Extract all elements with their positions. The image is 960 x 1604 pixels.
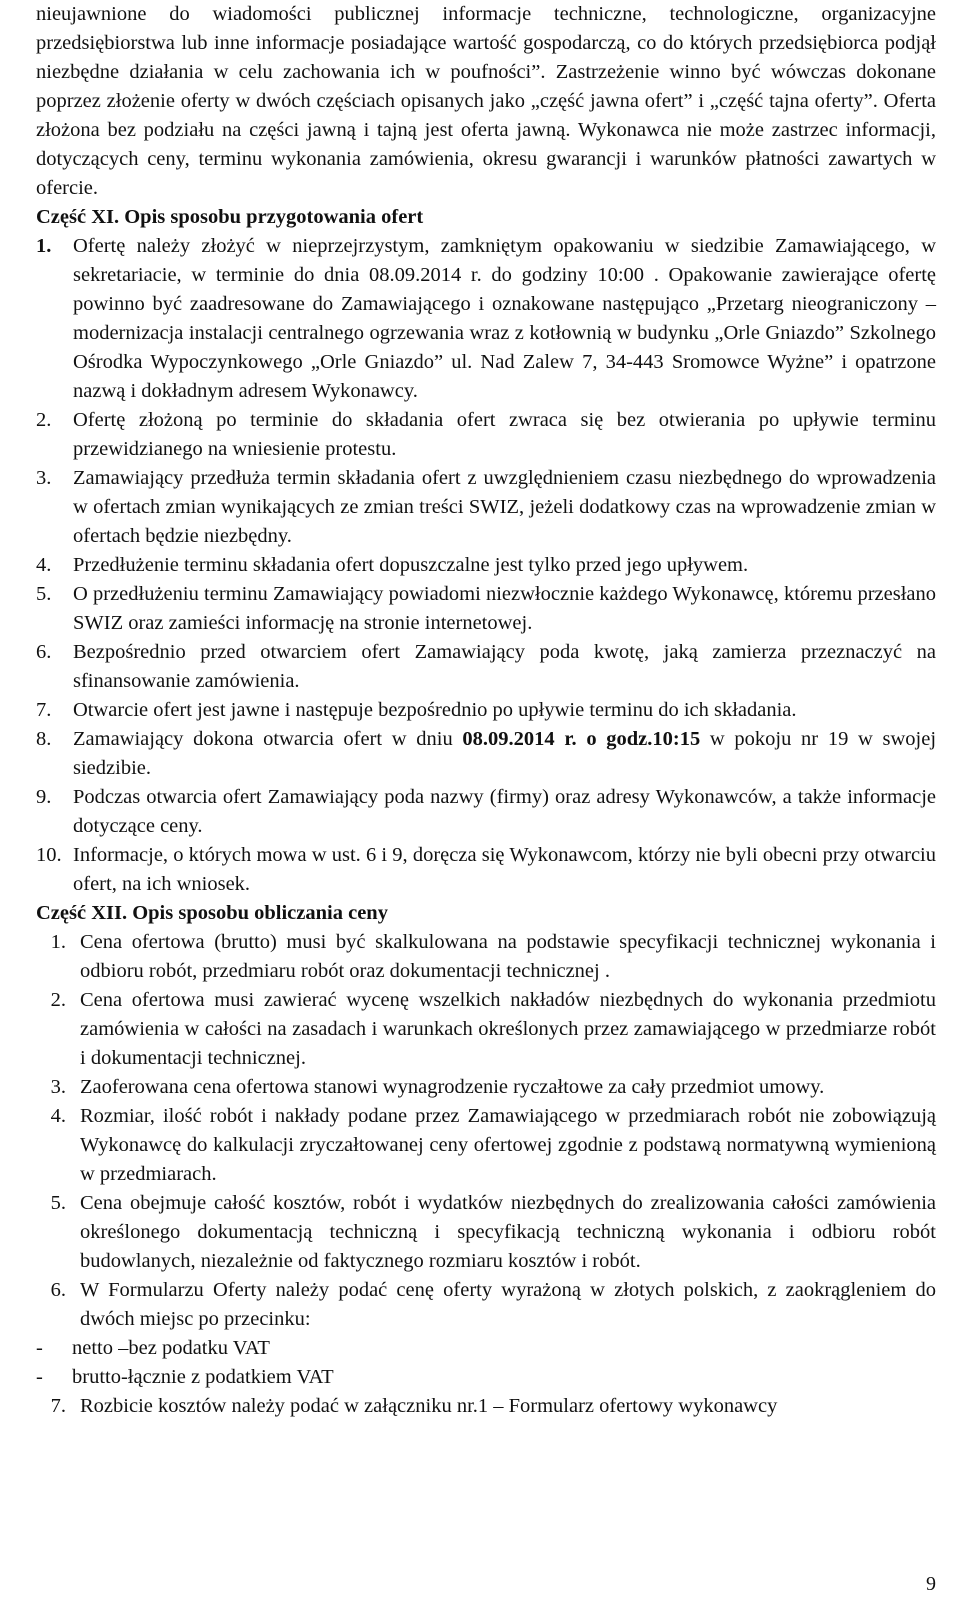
dash-text: brutto-łącznie z podatkiem VAT: [72, 1366, 334, 1388]
item-text: Informacje, o których mowa w ust. 6 i 9, doręcza się Wykonawcom, którzy nie byli obecni przy otwarciu ofert, na ich wniosek.: [73, 844, 936, 895]
item-text: W Formularzu Oferty należy podać cenę oferty wyrażoną w złotych polskich, z zaokrągleniem do dwóch miejsc po przecinku:: [80, 1279, 936, 1330]
list-item: [36, 1102, 936, 1189]
page-number: 9: [926, 1573, 936, 1595]
item-number: 2.: [36, 409, 52, 431]
item-number: 1.: [36, 235, 52, 257]
item-number: 1.: [50, 931, 66, 953]
item-text: Rozmiar, ilość robót i nakłady podane przez Zamawiającego w przedmiarach robót nie zobowiązują Wykonawcę do kalkulacji zryczałtowanej ceny ofertowej zgodnie z podstawą normatywną wymienioną w przedmiarach.: [80, 1105, 936, 1185]
section-11-list: [36, 232, 936, 899]
list-item: [36, 928, 936, 986]
item-text: Otwarcie ofert jest jawne i następuje bezpośrednio po upływie terminu do ich składania.: [73, 699, 797, 721]
dash-text: netto –bez podatku VAT: [72, 1337, 270, 1359]
list-item: [36, 464, 936, 551]
list-item: [36, 1189, 936, 1276]
list-item: [36, 986, 936, 1073]
item-number: 6.: [36, 641, 52, 663]
item-text: Zamawiający przedłuża termin składania ofert z uwzględnieniem czasu niezbędnego do wprowadzenia w ofertach zmian wynikających ze zmian treści SWIZ, jeżeli dodatkowy czas na wprowadzenie zmian w ofertach będzie niezbędny.: [73, 467, 936, 547]
item-number: 7.: [50, 1395, 66, 1417]
item-text: O przedłużeniu terminu Zamawiający powiadomi niezwłocznie każdego Wykonawcę, któremu przesłano SWIZ oraz zamieści informację na stronie internetowej.: [73, 583, 936, 634]
item-text: Cena ofertowa (brutto) musi być skalkulowana na podstawie specyfikacji technicznej wykonania i odbioru robót, przedmiaru robót oraz dokumentacji technicznej .: [80, 931, 936, 982]
item-text: Zaoferowana cena ofertowa stanowi wynagrodzenie ryczałtowe za cały przedmiot umowy.: [80, 1076, 825, 1098]
list-item: [36, 232, 936, 406]
section-12-list: [36, 928, 936, 1421]
item-text-after: w pokoju nr 19 w swojej siedzibie.: [73, 728, 937, 779]
item-number: 10.: [36, 844, 62, 866]
list-item: [36, 696, 936, 725]
list-item: [36, 841, 936, 899]
item-text: Przedłużenie terminu składania ofert dopuszczalne jest tylko przed jego upływem.: [73, 554, 749, 576]
dash-bullet: -: [36, 1366, 43, 1388]
list-item: [36, 725, 936, 783]
item-number: 5.: [36, 583, 52, 605]
item-number: 8.: [36, 728, 52, 750]
item-number: 4.: [50, 1105, 66, 1127]
item-text: Ofertę złożoną po terminie do składania ofert zwraca się bez otwierania po upływie terminu przewidzianego na wniesienie protestu.: [73, 409, 936, 460]
list-item: [36, 638, 936, 696]
opening-date-bold: 08.09.2014 r. o godz.10:15: [462, 728, 701, 750]
item-text: Cena obejmuje całość kosztów, robót i wydatków niezbędnych do zrealizowania całości zamówienia określonego dokumentacją techniczną i specyfikacją techniczną wykonania i odbioru robót budowlanych, niezależnie od faktycznego rozmiaru kosztów i robót.: [80, 1192, 936, 1272]
item-number: 6.: [50, 1279, 66, 1301]
list-item: [36, 580, 936, 638]
list-item: [36, 1276, 936, 1392]
section-11-title: Część XI. Opis sposobu przygotowania ofert: [36, 206, 424, 228]
list-item: [36, 783, 936, 841]
price-variants-list: [36, 1334, 936, 1392]
list-item: [36, 406, 936, 464]
item-number: 3.: [50, 1076, 66, 1098]
item-number: 2.: [50, 989, 66, 1011]
section-12-title: Część XII. Opis sposobu obliczania ceny: [36, 902, 388, 924]
item-number: 9.: [36, 786, 52, 808]
item-text: Rozbicie kosztów należy podać w załączniku nr.1 – Formularz ofertowy wykonawcy: [80, 1395, 778, 1417]
item-number: 7.: [36, 699, 52, 721]
list-item: [36, 1392, 936, 1421]
item-text-before: Zamawiający dokona otwarcia ofert w dniu: [73, 728, 463, 750]
dash-item: [36, 1363, 936, 1392]
item-text: Bezpośrednio przed otwarciem ofert Zamawiający poda kwotę, jaką zamierza przeznaczyć na sfinansowanie zamówienia.: [73, 641, 936, 692]
item-number: 3.: [36, 467, 52, 489]
dash-bullet: -: [36, 1337, 43, 1359]
list-item: [36, 1073, 936, 1102]
list-item: [36, 551, 936, 580]
intro-paragraph: nieujawnione do wiadomości publicznej informacje techniczne, technologiczne, organizacyjne przedsiębiorstwa lub inne informacje posiadające wartość gospodarczą, co do których przedsiębiorca podjął niezbędne działania w celu zachowania ich w poufności”. Zastrzeżenie winno być wówczas dokonane poprzez złożenie oferty w dwóch częściach opisanych jako „część jawna ofert” i „część tajna oferty”. Oferta złożona bez podziału na części jawną i tajną jest oferta jawną. Wykonawca nie może zastrzec informacji, dotyczących ceny, terminu wykonania zamówienia, okresu gwarancji i warunków płatności zawartych w ofercie.: [36, 3, 936, 199]
item-text: Ofertę należy złożyć w nieprzejrzystym, zamkniętym opakowaniu w siedzibie Zamawiającego, w sekretariacie, w terminie do dnia 08.09.2014 r. do godziny 10:00 . Opakowanie zawierające ofertę powinno być zaadresowane do Zamawiającego i oznakowane następująco „Przetarg nieograniczony – modernizacja instalacji centralnego ogrzewania wraz z kotłownią w budynku „Orle Gniazdo” Szkolnego Ośrodka Wypoczynkowego „Orle Gniazdo” ul. Nad Zalew 7, 34-443 Sromowce Wyżne” i opatrzone nazwą i dokładnym adresem Wykonawcy.: [73, 235, 936, 402]
item-number: 5.: [50, 1192, 66, 1214]
dash-item: [36, 1334, 936, 1363]
item-number: 4.: [36, 554, 52, 576]
item-text: Podczas otwarcia ofert Zamawiający poda nazwy (firmy) oraz adresy Wykonawców, a także informacje dotyczące ceny.: [73, 786, 936, 837]
item-text: Cena ofertowa musi zawierać wycenę wszelkich nakładów niezbędnych do wykonania przedmiotu zamówienia w całości na zasadach i warunkach określonych przez zamawiającego w przedmiarze robót i dokumentacji technicznej.: [80, 989, 936, 1069]
